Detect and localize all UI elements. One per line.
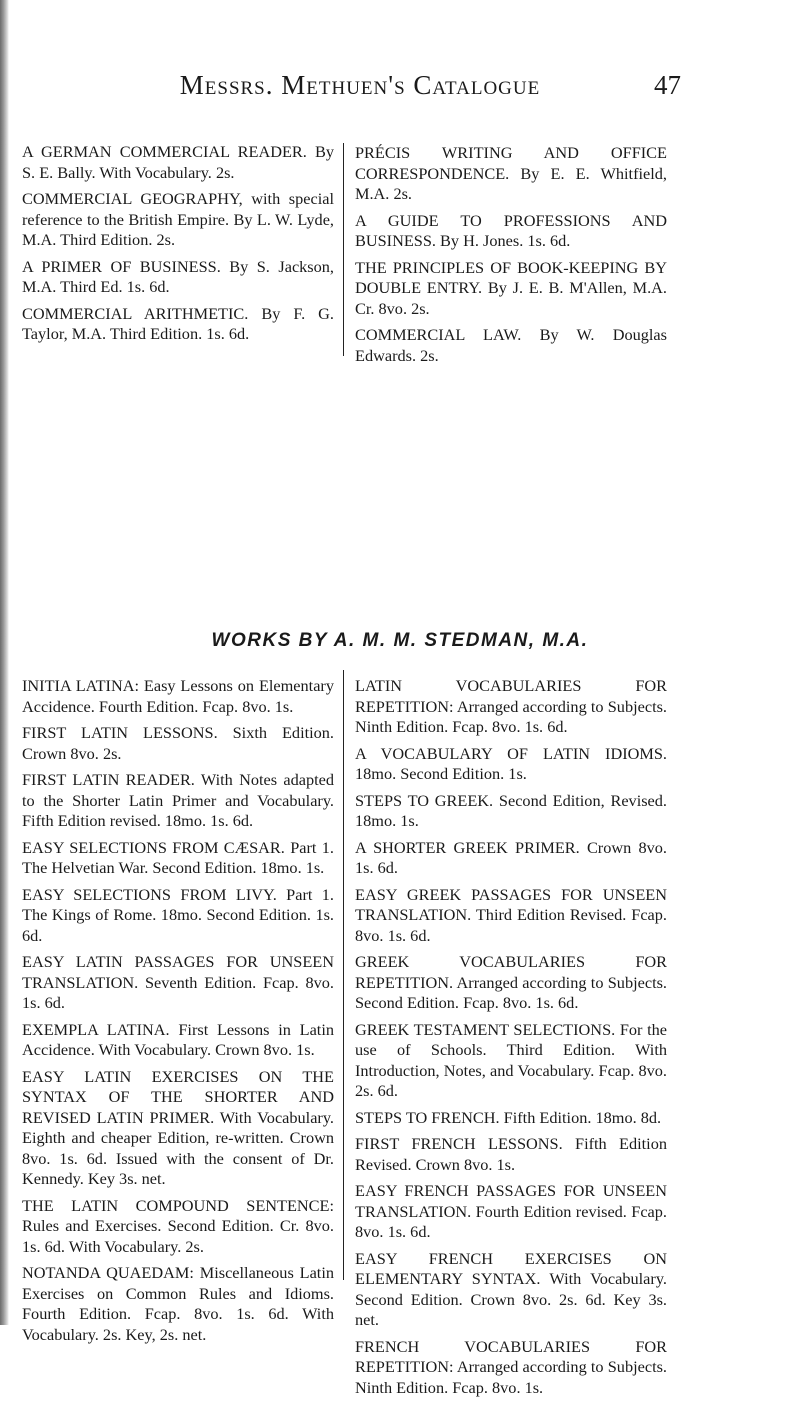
commercial-column-left: [22, 142, 334, 351]
stedman-column-right: [355, 676, 667, 1404]
catalogue-entry: EXEMPLA LATINA. First Lessons in Latin Accidence. With Vocabulary. Crown 8vo. 1s.: [22, 1019, 334, 1059]
catalogue-entry: A GUIDE TO PROFESSIONS AND BUSINESS. By H. Jones. 1s. 6d.: [355, 210, 667, 250]
catalogue-title: Messrs. Methuen's Catalogue: [179, 70, 541, 100]
scan-edge-shadow: [0, 0, 9, 1325]
commercial-column-right: [355, 143, 667, 372]
catalogue-entry: EASY SELECTIONS FROM LIVY. Part 1. The Kings of Rome. 18mo. Second Edition. 1s. 6d.: [22, 884, 334, 945]
catalogue-entry: EASY LATIN EXERCISES ON THE SYNTAX OF THE SHORTER AND REVISED LATIN PRIMER. With Vocabulary. Eighth and cheaper Edition, re-written. Crown 8vo. 1s. 6d. Issued with the consent of Dr. Kennedy. Key 3s. net.: [22, 1066, 334, 1188]
catalogue-entry: EASY FRENCH EXERCISES ON ELEMENTARY SYNTAX. With Vocabulary. Second Edition. Crown 8vo. 2s. 6d. Key 3s. net.: [355, 1248, 667, 1329]
catalogue-entry: EASY GREEK PASSAGES FOR UNSEEN TRANSLATION. Third Edition Revised. Fcap. 8vo. 1s. 6d.: [355, 884, 667, 945]
catalogue-entry: A SHORTER GREEK PRIMER. Crown 8vo. 1s. 6d.: [355, 837, 667, 877]
catalogue-entry: EASY SELECTIONS FROM CÆSAR. Part 1. The Helvetian War. Second Edition. 18mo. 1s.: [22, 837, 334, 877]
catalogue-entry: INITIA LATINA: Easy Lessons on Elementary Accidence. Fourth Edition. Fcap. 8vo. 1s.: [22, 676, 334, 716]
catalogue-entry: THE PRINCIPLES OF BOOK-KEEPING BY DOUBLE ENTRY. By J. E. B. M'Allen, M.A. Cr. 8vo. 2s.: [355, 257, 667, 318]
catalogue-entry: A VOCABULARY OF LATIN IDIOMS. 18mo. Second Edition. 1s.: [355, 743, 667, 783]
catalogue-entry: FRENCH VOCABULARIES FOR REPETITION: Arranged according to Subjects. Ninth Edition. Fcap. 8vo. 1s.: [355, 1336, 667, 1397]
catalogue-entry: PRÉCIS WRITING AND OFFICE CORRESPONDENCE. By E. E. Whitfield, M.A. 2s.: [355, 143, 667, 203]
catalogue-entry: EASY FRENCH PASSAGES FOR UNSEEN TRANSLATION. Fourth Edition revised. Fcap. 8vo. 1s. 6d.: [355, 1181, 667, 1241]
catalogue-entry: COMMERCIAL LAW. By W. Douglas Edwards. 2s.: [355, 325, 667, 365]
catalogue-entry: COMMERCIAL GEOGRAPHY, with special reference to the British Empire. By L. W. Lyde, M.A. Third Edition. 2s.: [22, 189, 334, 249]
catalogue-entry: NOTANDA QUAEDAM: Miscellaneous Latin Exercises on Common Rules and Idioms. Fourth Edition. Fcap. 8vo. 1s. 6d. With Vocabulary. 2s. Key, 2s. net.: [22, 1263, 334, 1344]
stedman-column-left: [22, 676, 334, 1351]
catalogue-entry: STEPS TO FRENCH. Fifth Edition. 18mo. 8d.: [355, 1107, 662, 1127]
page-header: [0, 70, 800, 120]
section-heading: WORKS BY A. M. M. STEDMAN, M.A.: [211, 630, 589, 651]
catalogue-entry: EASY LATIN PASSAGES FOR UNSEEN TRANSLATION. Seventh Edition. Fcap. 8vo. 1s. 6d.: [22, 952, 334, 1012]
catalogue-entry: GREEK TESTAMENT SELECTIONS. For the use of Schools. Third Edition. With Introduction, Notes, and Vocabulary. Fcap. 8vo. 2s. 6d.: [355, 1019, 667, 1100]
catalogue-entry: LATIN VOCABULARIES FOR REPETITION: Arranged according to Subjects. Ninth Edition. Fcap. 8vo. 1s. 6d.: [355, 676, 667, 736]
catalogue-entry: FIRST LATIN LESSONS. Sixth Edition. Crown 8vo. 2s.: [22, 723, 334, 763]
catalogue-entry: STEPS TO GREEK. Second Edition, Revised. 18mo. 1s.: [355, 790, 667, 830]
catalogue-entry: THE LATIN COMPOUND SENTENCE: Rules and Exercises. Second Edition. Cr. 8vo. 1s. 6d. With Vocabulary. 2s.: [22, 1195, 334, 1256]
page-number: 47: [654, 70, 681, 100]
column-divider: [343, 670, 344, 1280]
catalogue-entry: COMMERCIAL ARITHMETIC. By F. G. Taylor, M.A. Third Edition. 1s. 6d.: [22, 303, 334, 343]
catalogue-entry: FIRST LATIN READER. With Notes adapted to the Shorter Latin Primer and Vocabulary. Fifth Edition revised. 18mo. 1s. 6d.: [22, 770, 334, 830]
catalogue-entry: GREEK VOCABULARIES FOR REPETITION. Arranged according to Subjects. Second Edition. Fcap. 8vo. 1s. 6d.: [355, 952, 667, 1012]
catalogue-entry: A PRIMER OF BUSINESS. By S. Jackson, M.A. Third Ed. 1s. 6d.: [22, 256, 334, 296]
column-divider: [343, 143, 344, 356]
catalogue-entry: FIRST FRENCH LESSONS. Fifth Edition Revised. Crown 8vo. 1s.: [355, 1134, 667, 1174]
catalogue-entry: A GERMAN COMMERCIAL READER. By S. E. Bally. With Vocabulary. 2s.: [22, 142, 334, 182]
